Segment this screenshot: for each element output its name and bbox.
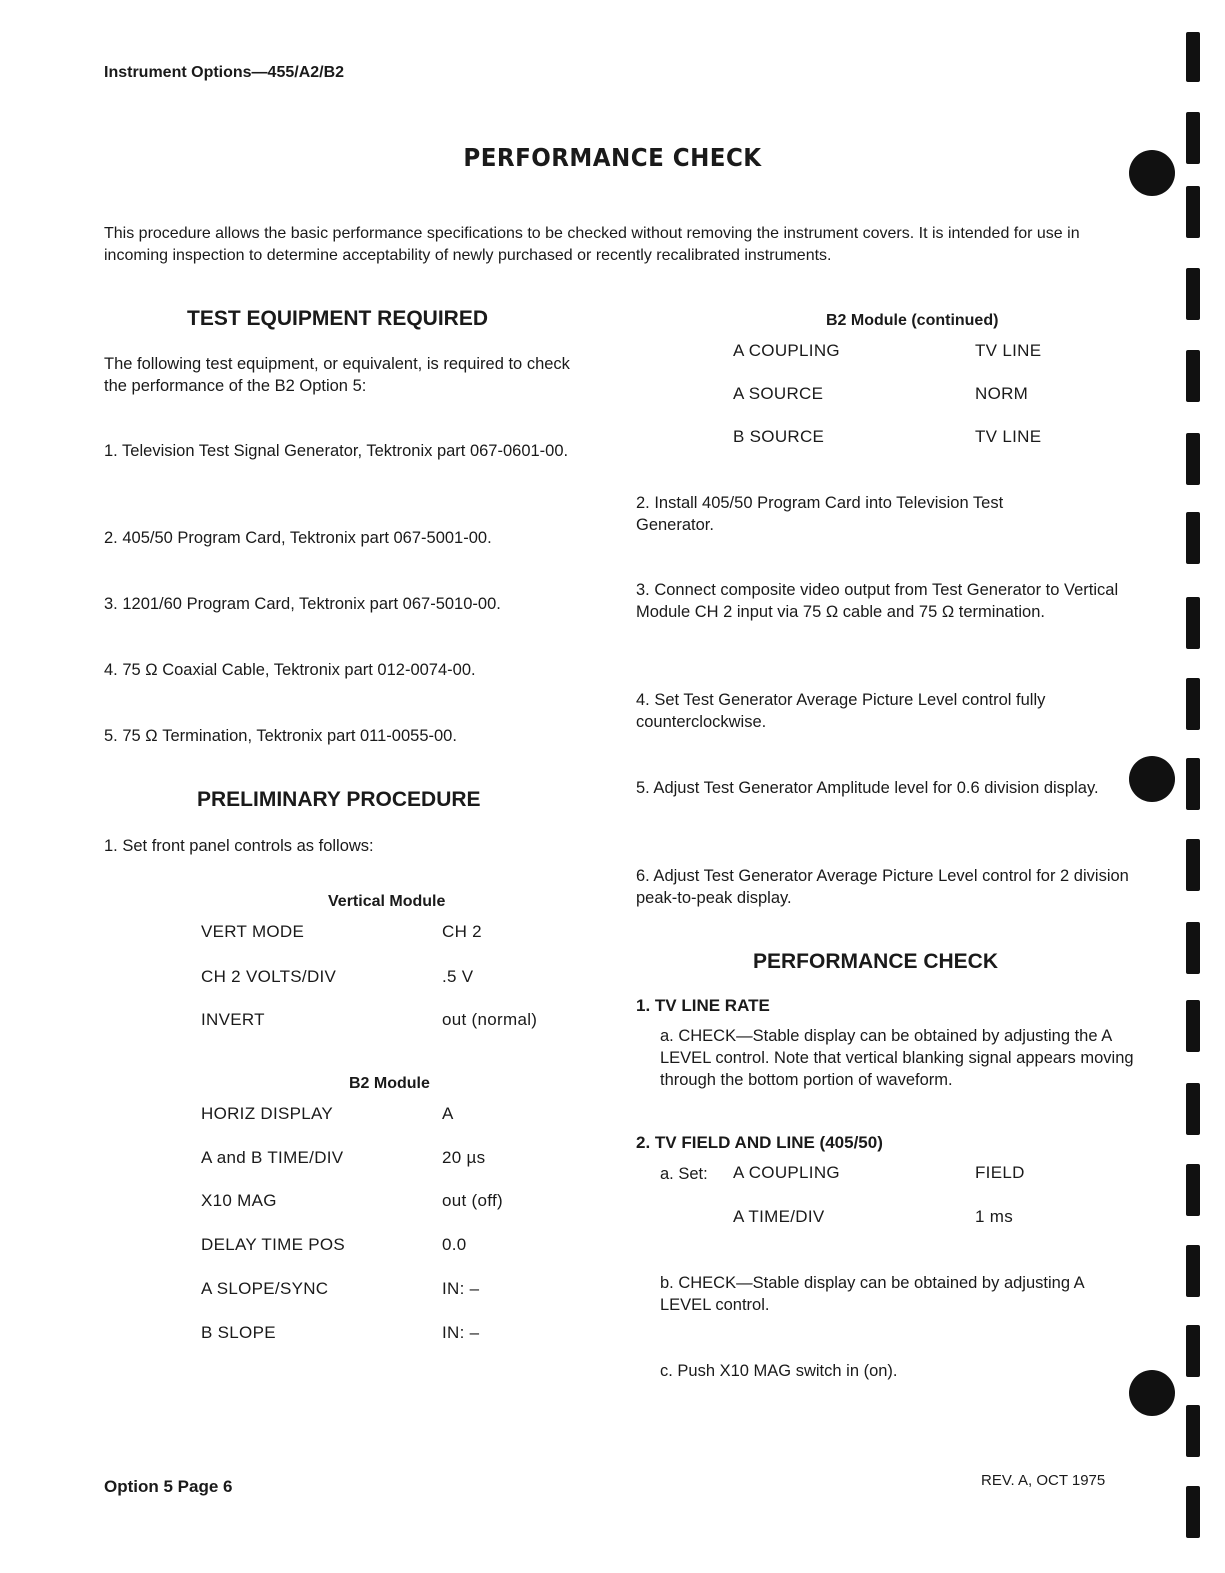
control-name: A COUPLING <box>733 341 840 360</box>
control-value: 1 ms <box>975 1207 1014 1226</box>
test-equipment-heading: TEST EQUIPMENT REQUIRED <box>187 307 489 330</box>
equipment-item: 4. 75 Ω Coaxial Cable, Tektronix part 012-0074-00. <box>104 661 476 679</box>
control-value: A <box>442 1104 454 1123</box>
punch-hole <box>1129 756 1175 802</box>
control-value: TV LINE <box>975 427 1042 446</box>
equipment-item: 5. 75 Ω Termination, Tektronix part 011-0055-00. <box>104 727 457 745</box>
edge-mark <box>1186 350 1200 402</box>
edge-mark <box>1186 1486 1200 1538</box>
preliminary-step: 2. Install 405/50 Program Card into Television Test Generator. <box>636 494 1004 534</box>
check-2-c: c. Push X10 MAG switch in (on). <box>660 1362 898 1380</box>
control-value: IN: – <box>442 1279 480 1298</box>
equipment-item: 2. 405/50 Program Card, Tektronix part 067-5001-00. <box>104 529 492 547</box>
edge-mark <box>1186 839 1200 891</box>
control-value: .5 V <box>442 967 474 986</box>
equipment-item: 3. 1201/60 Program Card, Tektronix part 067-5010-00. <box>104 595 501 613</box>
check-2-title: 2. TV FIELD AND LINE (405/50) <box>636 1133 883 1152</box>
control-name: A TIME/DIV <box>733 1207 825 1226</box>
check-2-b: b. CHECK—Stable display can be obtained by adjusting A LEVEL control. <box>660 1274 1084 1314</box>
punch-hole <box>1129 150 1175 196</box>
punch-hole <box>1129 1370 1175 1416</box>
edge-mark <box>1186 758 1200 810</box>
edge-mark <box>1186 433 1200 485</box>
control-value: 20 µs <box>442 1148 486 1167</box>
control-value: out (off) <box>442 1191 503 1210</box>
test-equipment-lead: The following test equipment, or equivalent, is required to check the performance of the B2 Option 5: <box>104 355 570 395</box>
control-value: 0.0 <box>442 1235 467 1254</box>
edge-mark <box>1186 512 1200 564</box>
control-value: out (normal) <box>442 1010 538 1029</box>
vertical-module-title: Vertical Module <box>328 893 446 910</box>
control-value: NORM <box>975 384 1029 403</box>
control-value: CH 2 <box>442 922 482 941</box>
footer-page-number: Option 5 Page 6 <box>104 1477 233 1496</box>
preliminary-heading: PRELIMINARY PROCEDURE <box>197 788 481 811</box>
control-name: X10 MAG <box>201 1191 277 1210</box>
preliminary-step: 4. Set Test Generator Average Picture Level control fully counterclockwise. <box>636 691 1046 731</box>
edge-mark <box>1186 1000 1200 1052</box>
running-header: Instrument Options—455/A2/B2 <box>104 64 345 81</box>
control-value: TV LINE <box>975 341 1042 360</box>
edge-mark <box>1186 112 1200 164</box>
preliminary-step: 3. Connect composite video output from Test Generator to Vertical Module CH 2 input via 75 Ω cable and 75 Ω termination. <box>636 581 1119 621</box>
edge-mark <box>1186 922 1200 974</box>
preliminary-step: 6. Adjust Test Generator Average Picture Level control for 2 division peak-to-peak display. <box>636 867 1129 907</box>
check-1-title: 1. TV LINE RATE <box>636 996 770 1015</box>
control-name: A and B TIME/DIV <box>201 1148 344 1167</box>
footer-revision: REV. A, OCT 1975 <box>981 1472 1106 1489</box>
control-name: HORIZ DISPLAY <box>201 1104 334 1123</box>
control-value: IN: – <box>442 1323 480 1342</box>
performance-check-heading: PERFORMANCE CHECK <box>753 950 999 973</box>
control-name: CH 2 VOLTS/DIV <box>201 967 337 986</box>
control-value: FIELD <box>975 1163 1025 1182</box>
control-name: B SOURCE <box>733 427 825 446</box>
control-name: A SOURCE <box>733 384 824 403</box>
edge-mark <box>1186 1325 1200 1377</box>
check-1-a: a. CHECK—Stable display can be obtained by adjusting the A LEVEL control. Note that vertical blanking signal appears moving through the bottom portion of waveform. <box>660 1027 1134 1089</box>
edge-mark <box>1186 268 1200 320</box>
control-name: INVERT <box>201 1010 265 1029</box>
control-name: VERT MODE <box>201 922 305 941</box>
page-title: PERFORMANCE CHECK <box>463 143 762 172</box>
equipment-item: 1. Television Test Signal Generator, Tektronix part 067-0601-00. <box>104 442 569 460</box>
edge-mark <box>1186 678 1200 730</box>
edge-mark <box>1186 1164 1200 1216</box>
edge-mark <box>1186 32 1200 82</box>
control-name: A COUPLING <box>733 1163 840 1182</box>
control-name: DELAY TIME POS <box>201 1235 346 1254</box>
edge-mark <box>1186 1083 1200 1135</box>
edge-mark <box>1186 186 1200 238</box>
edge-mark <box>1186 597 1200 649</box>
preliminary-step-1: 1. Set front panel controls as follows: <box>104 837 374 855</box>
edge-mark <box>1186 1405 1200 1457</box>
check-2-set-label: a. Set: <box>660 1165 708 1183</box>
b2-module-title: B2 Module <box>349 1075 430 1092</box>
b2-module-continued-title: B2 Module (continued) <box>826 312 999 329</box>
preliminary-step: 5. Adjust Test Generator Amplitude level for 0.6 division display. <box>636 779 1099 797</box>
control-name: A SLOPE/SYNC <box>201 1279 329 1298</box>
edge-mark <box>1186 1245 1200 1297</box>
control-name: B SLOPE <box>201 1323 276 1342</box>
intro-paragraph: This procedure allows the basic performance specifications to be checked without removing the instrument covers. It is intended for use in incoming inspection to determine acceptability of newly purchased or recently recalibrated instruments. <box>104 225 1080 264</box>
